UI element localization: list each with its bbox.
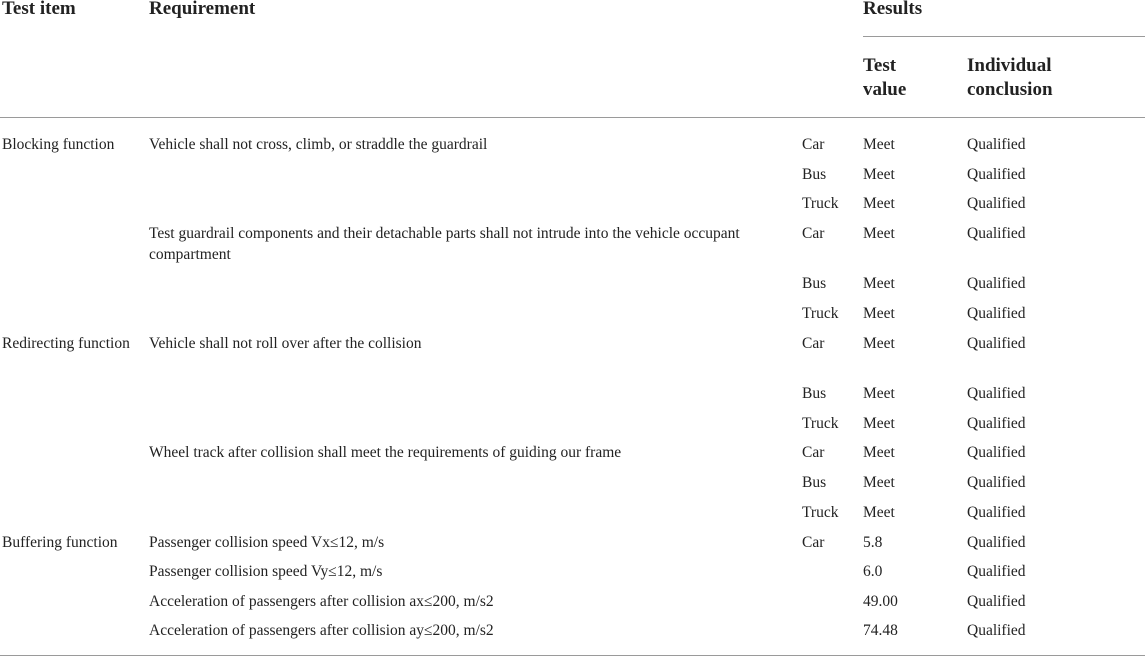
cell-test-value: Meet [863, 385, 895, 402]
cell-vehicle: Bus [802, 275, 827, 292]
table-bottom-rule [0, 655, 1145, 656]
cell-requirement: Vehicle shall not cross, climb, or straddle the guardrail [149, 136, 488, 153]
cell-vehicle: Car [802, 225, 825, 242]
cell-test-value: Meet [863, 166, 895, 183]
cell-vehicle: Truck [802, 415, 839, 432]
header-test-value: Test value [863, 55, 907, 100]
cell-conclusion: Qualified [967, 563, 1026, 580]
cell-requirement: Acceleration of passengers after collision ay≤200, m/s2 [149, 622, 494, 639]
cell-conclusion: Qualified [967, 335, 1026, 352]
cell-test-value: Meet [863, 335, 895, 352]
cell-test-value: Meet [863, 504, 895, 521]
cell-conclusion: Qualified [967, 305, 1026, 322]
cell-conclusion: Qualified [967, 385, 1026, 402]
cell-test-value: Meet [863, 275, 895, 292]
cell-test-value: Meet [863, 444, 895, 461]
cell-conclusion: Qualified [967, 136, 1026, 153]
cell-test-value: 49.00 [863, 593, 898, 610]
header-bottom-rule [0, 117, 1145, 118]
cell-vehicle: Truck [802, 195, 839, 212]
cell-vehicle: Truck [802, 504, 839, 521]
cell-vehicle: Car [802, 534, 825, 551]
cell-conclusion: Qualified [967, 593, 1026, 610]
cell-test-value: Meet [863, 225, 895, 242]
header-test-item: Test item [2, 0, 76, 19]
cell-requirement: Passenger collision speed Vx≤12, m/s [149, 534, 385, 551]
cell-vehicle: Car [802, 136, 825, 153]
cell-conclusion: Qualified [967, 474, 1026, 491]
cell-requirement: Passenger collision speed Vy≤12, m/s [149, 563, 383, 580]
cell-test-value: 74.48 [863, 622, 898, 639]
cell-test-value: Meet [863, 305, 895, 322]
results-divider [863, 36, 1145, 37]
cell-vehicle: Bus [802, 166, 827, 183]
cell-requirement: Wheel track after collision shall meet the requirements of guiding our frame [149, 444, 622, 461]
cell-test-value: Meet [863, 195, 895, 212]
cell-test-item: Redirecting function [2, 335, 130, 352]
cell-vehicle: Car [802, 444, 825, 461]
cell-test-value: Meet [863, 415, 895, 432]
cell-vehicle: Bus [802, 385, 827, 402]
cell-conclusion: Qualified [967, 225, 1026, 242]
cell-conclusion: Qualified [967, 534, 1026, 551]
cell-conclusion: Qualified [967, 195, 1026, 212]
cell-vehicle: Bus [802, 474, 827, 491]
cell-requirement: Vehicle shall not roll over after the collision [149, 335, 422, 352]
header-results: Results [863, 0, 923, 19]
cell-test-value: 6.0 [863, 563, 883, 580]
cell-requirement: Test guardrail components and their detachable parts shall not intrude into the vehicle occupant compartment [149, 225, 740, 263]
cell-conclusion: Qualified [967, 622, 1026, 639]
cell-requirement: Acceleration of passengers after collision ax≤200, m/s2 [149, 593, 494, 610]
cell-vehicle: Car [802, 335, 825, 352]
header-requirement: Requirement [149, 0, 256, 19]
cell-test-value: 5.8 [863, 534, 883, 551]
cell-test-item: Blocking function [2, 136, 115, 153]
cell-conclusion: Qualified [967, 504, 1026, 521]
cell-test-item: Buffering function [2, 534, 118, 551]
cell-conclusion: Qualified [967, 166, 1026, 183]
cell-test-value: Meet [863, 474, 895, 491]
cell-vehicle: Truck [802, 305, 839, 322]
cell-test-value: Meet [863, 136, 895, 153]
header-individual-conclusion: Individual conclusion [967, 55, 1053, 100]
cell-conclusion: Qualified [967, 444, 1026, 461]
cell-conclusion: Qualified [967, 415, 1026, 432]
cell-conclusion: Qualified [967, 275, 1026, 292]
